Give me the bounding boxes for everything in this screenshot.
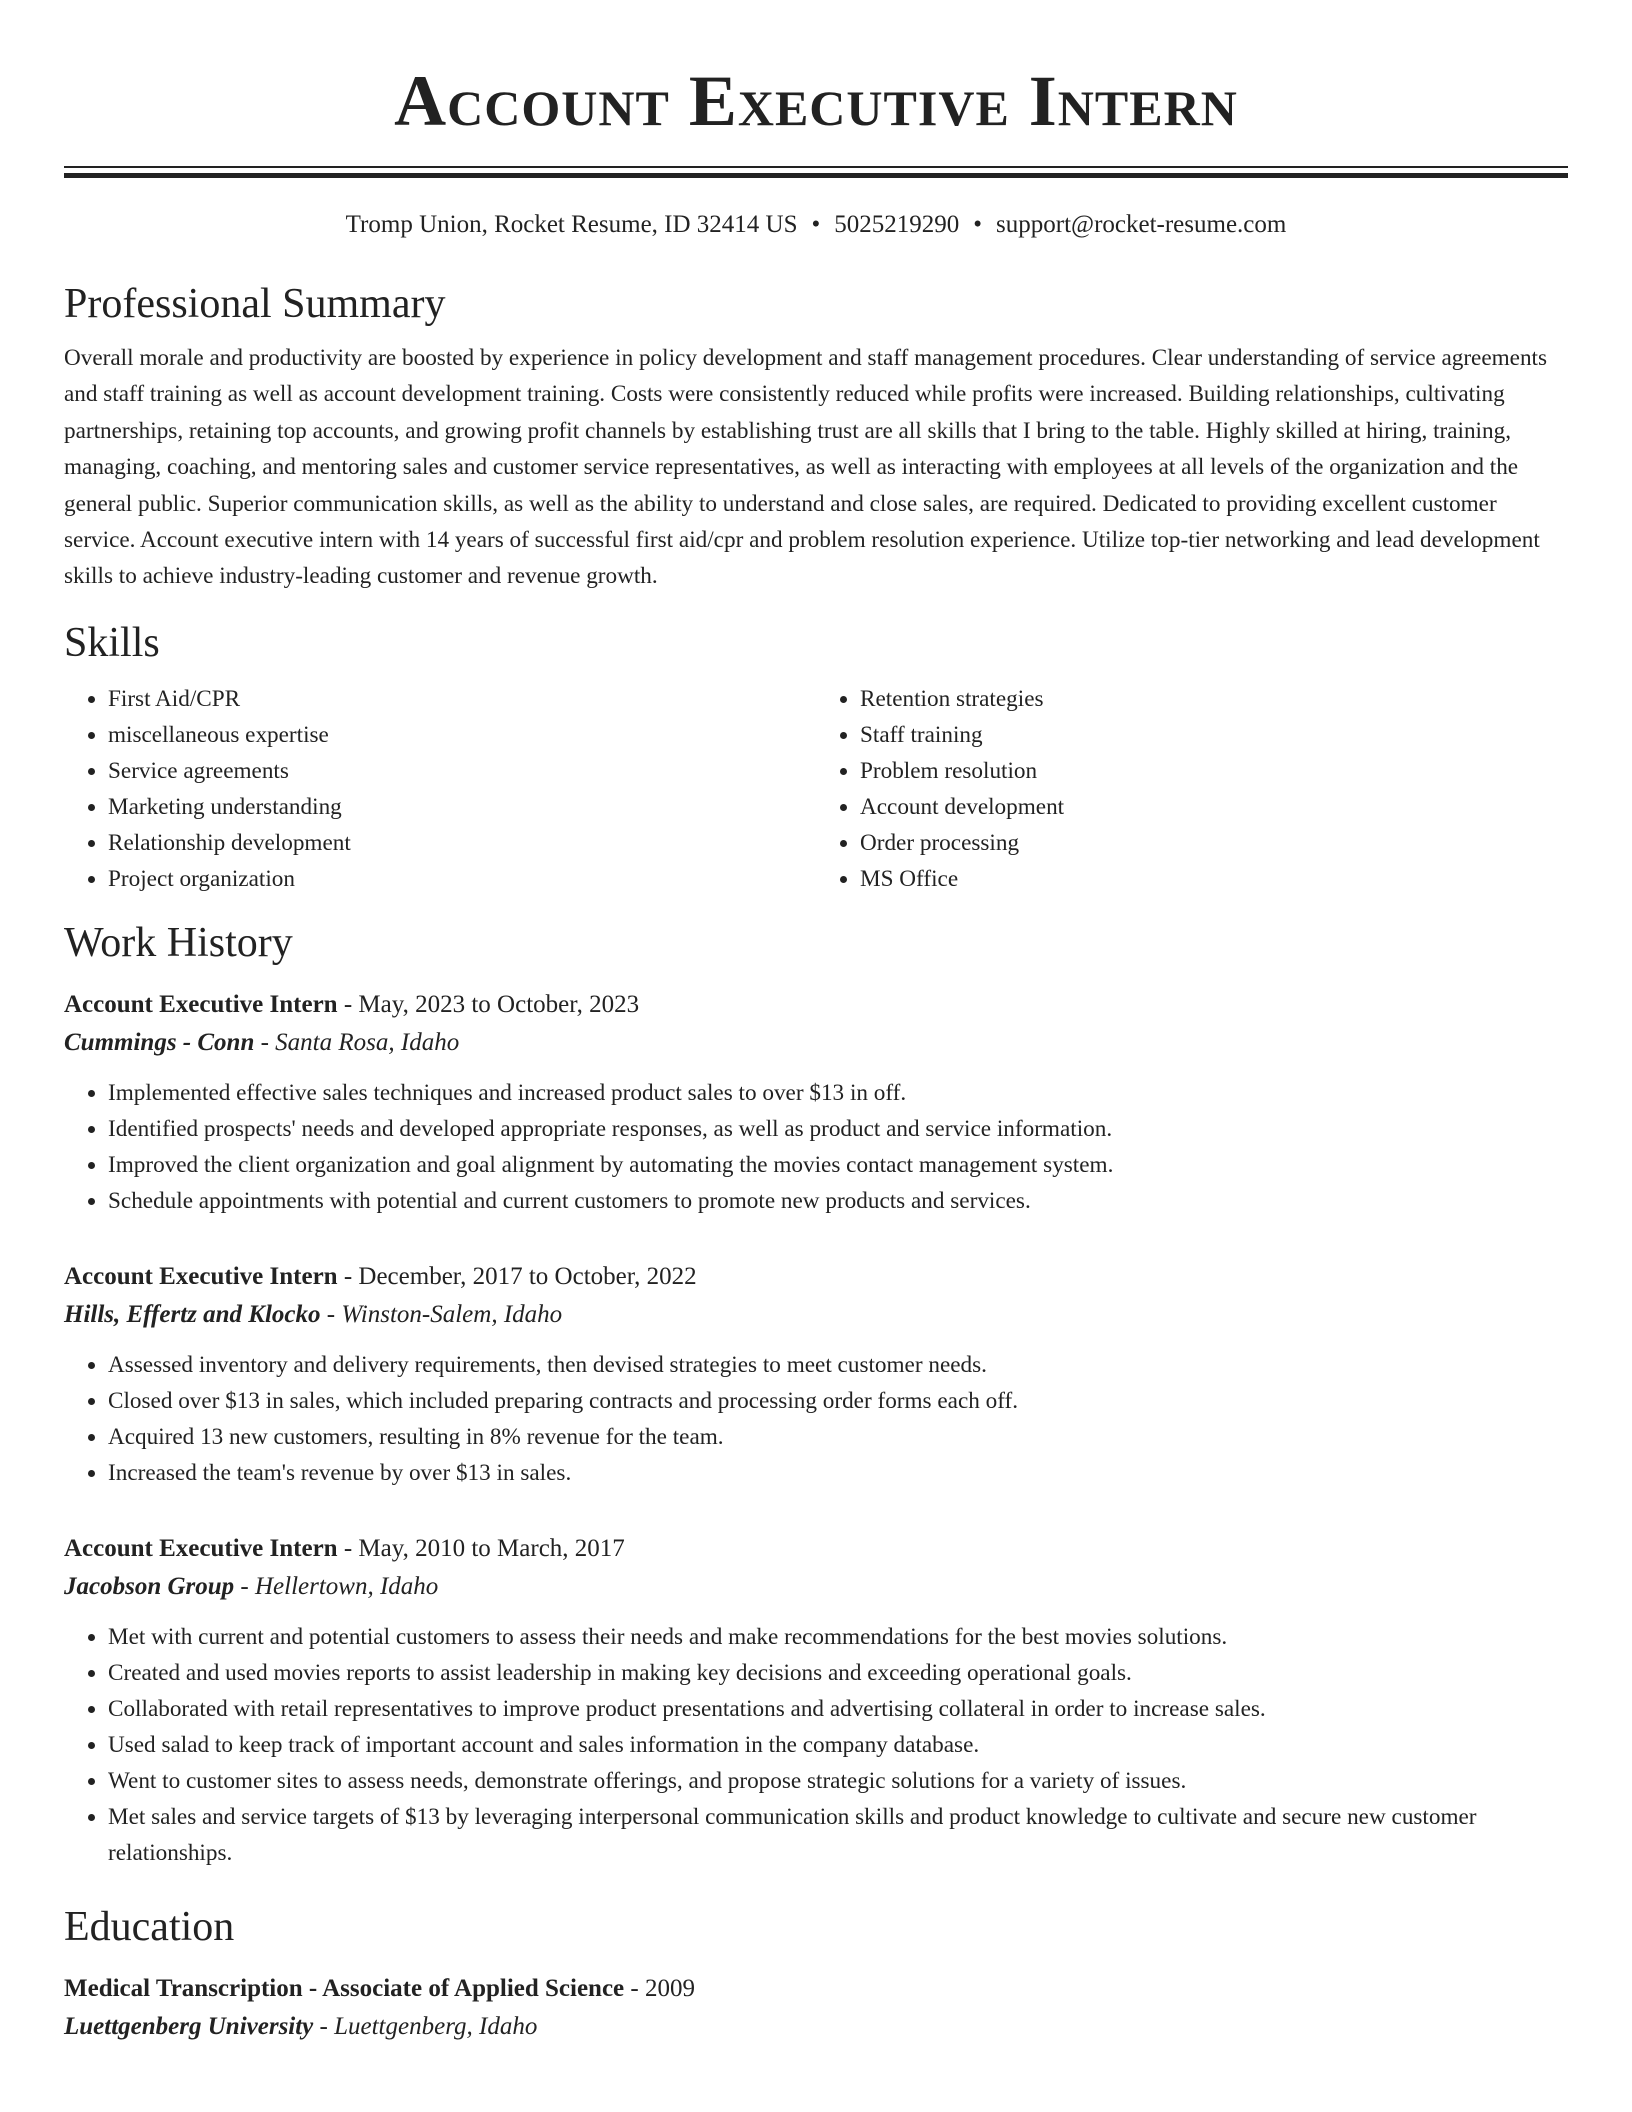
job-title-line (64, 987, 1568, 1023)
job-bullet: • Created and used movies reports to assist leadership in making key decisions and exceeding operational goals. (108, 1655, 1568, 1691)
skills-list-right (816, 681, 1568, 897)
job-bullet: • Met sales and service targets of $13 by leveraging interpersonal communication skills and product knowledge to cultivate and secure new customer relationships. (108, 1799, 1568, 1871)
contact-phone: 5025219290 (834, 211, 960, 238)
skill-item: • Order processing (860, 825, 1568, 861)
degree-line (64, 1971, 1568, 2007)
contact-separator: • (973, 211, 983, 238)
company-name: Cummings - Conn (64, 1028, 255, 1056)
job-bullet: • Acquired 13 new customers, resulting in 8% revenue for the team. (108, 1419, 1568, 1455)
company-location: - Santa Rosa, Idaho (254, 1028, 460, 1056)
job-bullets (64, 1347, 1568, 1491)
skills-list-left (64, 681, 816, 897)
company-location: - Hellertown, Idaho (234, 1572, 439, 1600)
job-title-line (64, 1259, 1568, 1295)
skill-item: • miscellaneous expertise (108, 717, 816, 753)
job-dates: - May, 2023 to October, 2023 (337, 990, 640, 1018)
education-heading: Education (64, 1903, 235, 1950)
school-line (64, 2007, 1568, 2047)
degree-year: - 2009 (624, 1974, 695, 2002)
education-entry (64, 1971, 1568, 2047)
skill-item: • Problem resolution (860, 753, 1568, 789)
work-history-heading: Work History (64, 919, 293, 966)
company-location: - Winston-Salem, Idaho (320, 1300, 563, 1328)
title-divider-thin (64, 166, 1568, 168)
skill-item: • Retention strategies (860, 681, 1568, 717)
contact-line (64, 208, 1568, 242)
company-name: Jacobson Group (64, 1572, 235, 1600)
skill-item: • MS Office (860, 861, 1568, 897)
job-bullets (64, 1619, 1568, 1871)
company-line (64, 1567, 1568, 1607)
skill-item: • Account development (860, 789, 1568, 825)
skill-item: • Staff training (860, 717, 1568, 753)
job-bullet: • Went to customer sites to assess needs, demonstrate offerings, and propose strategic solutions for a variety of issues. (108, 1763, 1568, 1799)
resume-title: Account Executive Intern (394, 61, 1238, 141)
job-entry (64, 987, 1568, 1219)
school-name: Luettgenberg University (64, 2012, 314, 2040)
job-bullet: • Implemented effective sales techniques and increased product sales to over $13 in off. (108, 1075, 1568, 1111)
job-bullet: • Met with current and potential customers to assess their needs and make recommendations for the best movies solutions. (108, 1619, 1568, 1655)
skills-columns (64, 681, 1568, 897)
job-title: Account Executive Intern (64, 990, 338, 1018)
skill-item: • Service agreements (108, 753, 816, 789)
summary-text: Overall morale and productivity are boosted by experience in policy development and staff management procedures. Clear understanding of service agreements and staff training as well as account development training. Costs were consistently reduced while profits were increased. Building relationships, cultivating partnerships, retaining top accounts, and growing profit channels by establishing trust are all skills that I bring to the table. Highly skilled at hiring, training, managing, coaching, and mentoring sales and customer service representatives, as well as interacting with employees at all levels of the organization and the general public. Superior communication skills, as well as the ability to understand and close sales, are required. Dedicated to providing excellent customer service. Account executive intern with 14 years of successful first aid/cpr and problem resolution experience. Utilize top-tier networking and lead development skills to achieve industry-leading customer and revenue growth. (64, 345, 1548, 590)
skill-item: • Marketing understanding (108, 789, 816, 825)
degree: Medical Transcription - Associate of Applied Science (64, 1974, 625, 2002)
skill-item: • Relationship development (108, 825, 816, 861)
job-title: Account Executive Intern (64, 1534, 338, 1562)
job-bullet: • Used salad to keep track of important account and sales information in the company database. (108, 1727, 1568, 1763)
contact-email: support@rocket-resume.com (996, 211, 1287, 238)
company-line (64, 1295, 1568, 1335)
contact-address: Tromp Union, Rocket Resume, ID 32414 US (345, 211, 798, 238)
job-dates: - December, 2017 to October, 2022 (337, 1262, 697, 1290)
company-name: Hills, Effertz and Klocko (64, 1300, 321, 1328)
job-bullet: • Collaborated with retail representatives to improve product presentations and advertising collateral in order to increase sales. (108, 1691, 1568, 1727)
job-bullet: • Schedule appointments with potential and current customers to promote new products and services. (108, 1183, 1568, 1219)
job-bullet: • Improved the client organization and goal alignment by automating the movies contact management system. (108, 1147, 1568, 1183)
contact-separator: • (811, 211, 821, 238)
skills-heading: Skills (64, 619, 160, 666)
job-bullet: • Assessed inventory and delivery requirements, then devised strategies to meet customer needs. (108, 1347, 1568, 1383)
school-location: - Luettgenberg, Idaho (313, 2012, 538, 2040)
summary-heading: Professional Summary (64, 281, 446, 327)
job-bullets (64, 1075, 1568, 1219)
job-entry (64, 1531, 1568, 1871)
job-title-line (64, 1531, 1568, 1567)
company-line (64, 1023, 1568, 1063)
job-bullet: • Increased the team's revenue by over $13 in sales. (108, 1455, 1568, 1491)
job-bullet: • Closed over $13 in sales, which included preparing contracts and processing order forms each off. (108, 1383, 1568, 1419)
job-bullet: • Identified prospects' needs and developed appropriate responses, as well as product and service information. (108, 1111, 1568, 1147)
skill-item: • First Aid/CPR (108, 681, 816, 717)
job-dates: - May, 2010 to March, 2017 (337, 1534, 625, 1562)
job-title: Account Executive Intern (64, 1262, 338, 1290)
title-divider-thick (64, 173, 1568, 178)
job-entry (64, 1259, 1568, 1491)
skill-item: • Project organization (108, 861, 816, 897)
